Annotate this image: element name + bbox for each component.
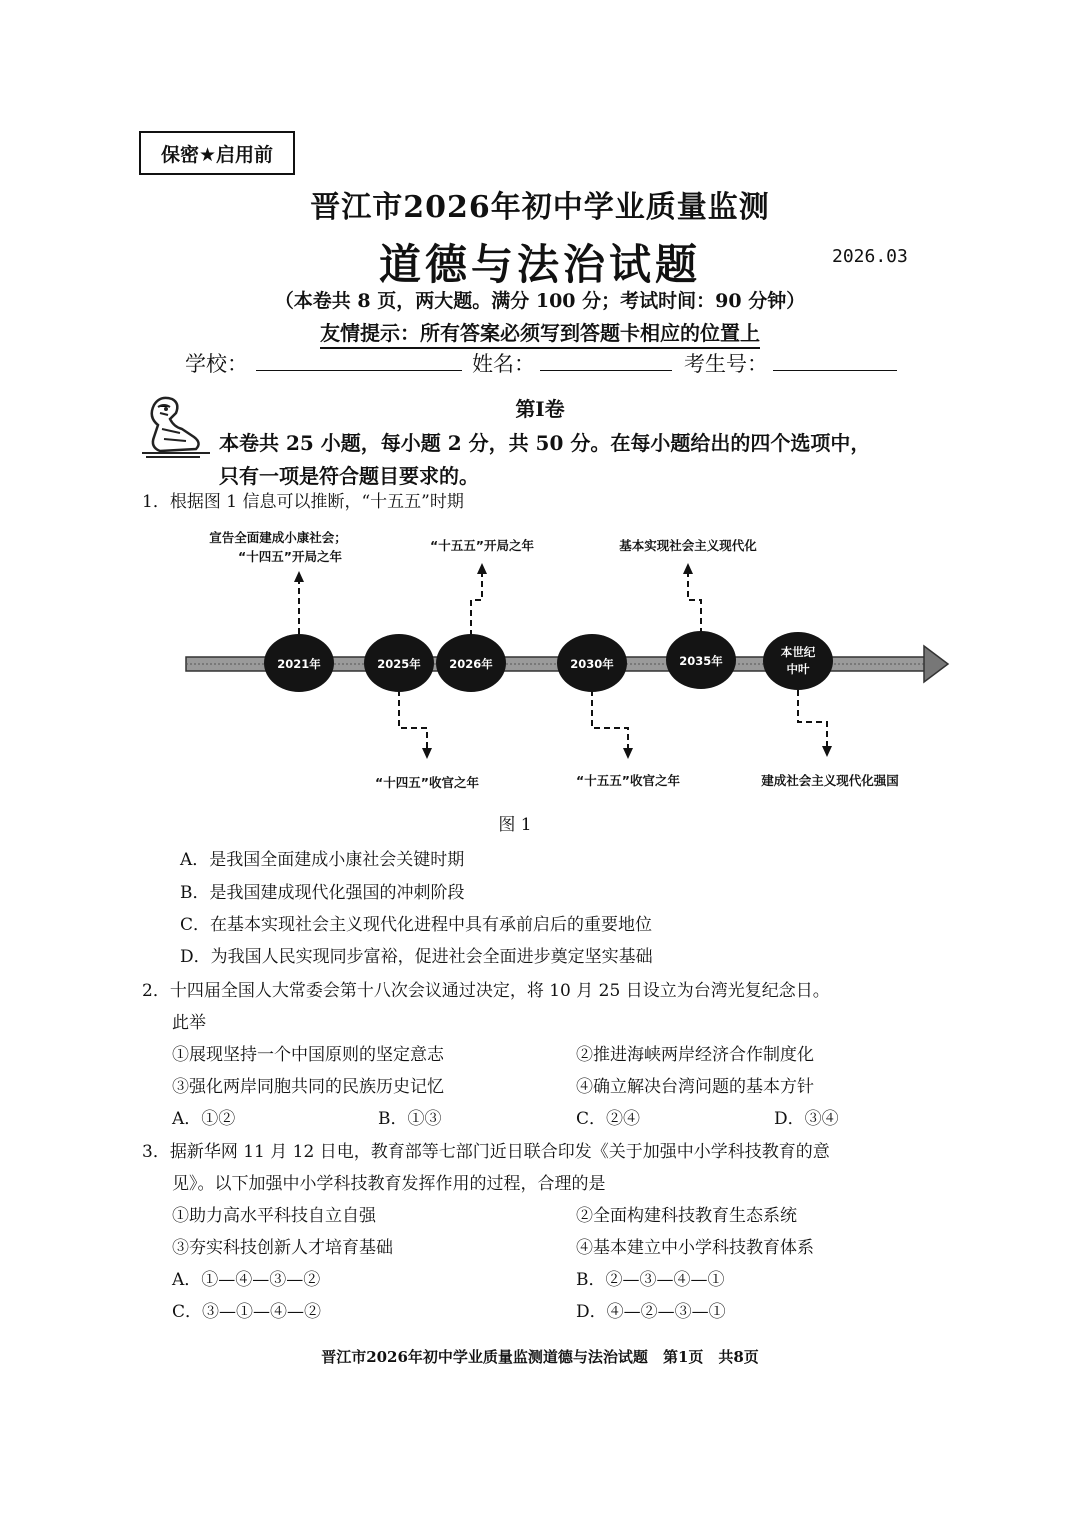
q2-option-b[interactable]: B．①③: [378, 1109, 442, 1129]
friendly-hint: [0, 317, 1080, 346]
confidential-stamp: 保密★启用前: [139, 131, 295, 175]
q1-option-d[interactable]: D．为我国人民实现同步富裕，促进社会全面进步奠定坚实基础: [180, 947, 653, 967]
q3-item-2: ②全面构建科技教育生态系统: [576, 1206, 797, 1226]
page-footer: 晋江市2026年初中学业质量监测道德与法治试题 第1页 共8页: [321, 1348, 759, 1366]
exam-date: 2026.03: [832, 246, 908, 267]
q2-item-4: ④确立解决台湾问题的基本方针: [576, 1077, 814, 1097]
section-intro-line-1: 本卷共 25 小题，每小题 2 分，共 50 分。在每小题给出的四个选项中，: [219, 431, 871, 455]
svg-text:2021年: 2021年: [277, 657, 321, 671]
exam-number-label: 考生号：: [684, 352, 768, 376]
label-2021-line-1: 宣告全面建成小康社会；: [209, 530, 347, 545]
svg-text:2030年: 2030年: [570, 657, 614, 671]
q3-item-4: ④基本建立中小学科技教育体系: [576, 1238, 814, 1258]
connector-2030: [592, 690, 628, 752]
q3-item-3: ③夯实科技创新人才培育基础: [172, 1238, 393, 1258]
label-mid-century: 建成社会主义现代化强国: [761, 773, 899, 788]
q2-item-2: ②推进海峡两岸经济合作制度化: [576, 1045, 814, 1065]
connector-2026: [471, 570, 482, 636]
connector-2025: [399, 690, 427, 752]
svg-text:2025年: 2025年: [377, 657, 421, 671]
question-3-stem-line-2: 见》。以下加强中小学科技教育发挥作用的过程，合理的是: [172, 1174, 606, 1194]
q1-option-b[interactable]: B．是我国建成现代化强国的冲刺阶段: [180, 883, 465, 903]
connector-mid-century: [798, 690, 827, 750]
q2-option-c[interactable]: C．②④: [576, 1109, 641, 1129]
year-node-2025: [364, 634, 434, 692]
q2-item-1: ①展现坚持一个中国原则的坚定意志: [172, 1045, 444, 1065]
svg-text:2026年: 2026年: [449, 657, 493, 671]
svg-text:中叶: 中叶: [786, 662, 810, 676]
svg-text:本世纪: 本世纪: [780, 645, 816, 659]
exam-title: 晋江市2026年初中学业质量监测: [310, 190, 770, 225]
school-label: 学校：: [185, 352, 248, 376]
q1-option-a[interactable]: A．是我国全面建成小康社会关键时期: [180, 850, 465, 870]
year-node-2030: [557, 634, 627, 692]
label-2030: “十五五”收官之年: [576, 773, 680, 788]
reading-figure-icon: [140, 393, 212, 461]
school-field[interactable]: [256, 370, 462, 371]
friendly-hint-text: 友情提示：所有答案必须写到答题卡相应的位置上: [320, 321, 760, 349]
section-title: 第Ⅰ卷: [515, 397, 565, 421]
q3-option-d[interactable]: D．④—②—③—①: [576, 1302, 726, 1322]
year-node-mid-century: [763, 632, 833, 690]
q3-option-c[interactable]: C．③—①—④—②: [172, 1302, 322, 1322]
paper-info: （本卷共 8 页，两大题。满分 100 分；考试时间：90 分钟）: [274, 290, 806, 312]
figure-caption: 图 1: [498, 815, 532, 835]
connector-2035: [688, 570, 701, 634]
subject-title: 道德与法治试题: [378, 240, 701, 289]
label-2021-line-2: “十四五”开局之年: [238, 549, 342, 564]
q2-item-3: ③强化两岸同胞共同的民族历史记忆: [172, 1077, 444, 1097]
year-node-2021: [264, 634, 334, 692]
q3-option-b[interactable]: B．②—③—④—①: [576, 1270, 725, 1290]
label-2035: 基本实现社会主义现代化: [619, 538, 757, 553]
timeline-arrow-icon: [924, 646, 948, 682]
q1-option-c[interactable]: C．在基本实现社会主义现代化进程中具有承前启后的重要地位: [180, 915, 653, 935]
q3-option-a[interactable]: A．①—④—③—②: [172, 1270, 321, 1290]
q2-option-a[interactable]: A．①②: [172, 1109, 236, 1129]
question-2-stem-line-2: 此举: [172, 1013, 206, 1033]
section-intro-line-2: 只有一项是符合题目要求的。: [219, 464, 479, 488]
q3-item-1: ①助力高水平科技自立自强: [172, 1206, 376, 1226]
svg-text:2035年: 2035年: [679, 654, 723, 668]
question-1-stem: 1．根据图 1 信息可以推断，“十五五”时期: [142, 492, 464, 512]
year-node-2035: [666, 631, 736, 689]
year-node-2026: [436, 634, 506, 692]
timeline-figure: [180, 528, 960, 808]
label-2025: “十四五”收官之年: [375, 775, 479, 790]
question-2-stem-line-1: 2．十四届全国人大常委会第十八次会议通过决定，将 10 月 25 日设立为台湾光复纪念日。: [142, 981, 830, 1001]
q2-option-d[interactable]: D．③④: [774, 1109, 839, 1129]
name-label: 姓名：: [472, 352, 535, 376]
exam-number-field[interactable]: [773, 370, 897, 371]
question-3-stem-line-1: 3．据新华网 11 月 12 日电，教育部等七部门近日联合印发《关于加强中小学科技教育的意: [142, 1142, 830, 1162]
name-field[interactable]: [540, 370, 672, 371]
label-2026: “十五五”开局之年: [430, 538, 534, 553]
